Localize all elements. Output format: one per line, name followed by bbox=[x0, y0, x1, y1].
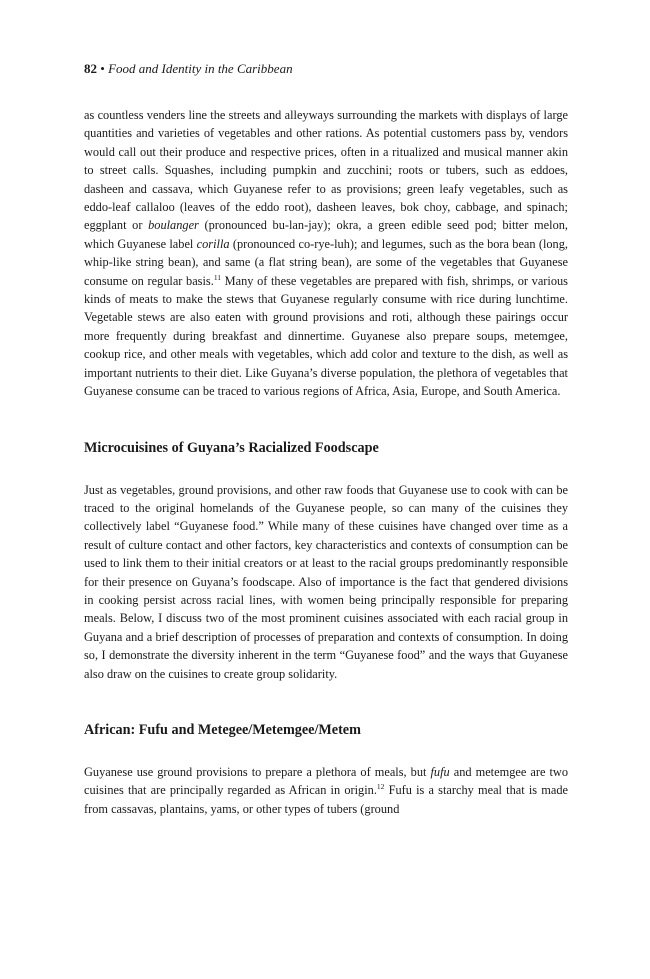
text-run: as countless venders line the streets and alleyways surrounding the markets with displays of large quantities and varieties of vegetables and other rations. As potential customers pass by, vendors would call out their produce and respective prices, often in a ritualized and musical manner akin to street calls. Squashes, including pumpkin and zucchini; roots or tubers, such as eddoes, dasheen and cassava, which Guyanese refer to as provisions; green leafy vegetables, such as eddo-leaf callaloo (leaves of the eddo root), dasheen leaves, bok choy, cabbage, and spinach; eggplant or bbox=[84, 108, 568, 233]
text-run: (pronounced bu-lan-jay); okra, a green edible seed pod; bitter melon, which Guyanese label bbox=[84, 218, 568, 251]
page-number: 82 bbox=[84, 61, 97, 76]
italic-term: boulanger bbox=[148, 218, 199, 233]
book-title: Food and Identity in the Caribbean bbox=[108, 61, 293, 76]
text-run: Guyanese use ground provisions to prepare a plethora of meals, but bbox=[84, 764, 431, 779]
text-run: Many of these vegetables are prepared with fish, shrimps, or various kinds of meats to make the stews that Guyanese regularly consume with rice during lunchtime. Vegetable stews are also eaten with ground provisions and roti, although these pairings occur more frequently during breakfast and dinnertime. Guyanese also prepare soups, metemgee, cookup rice, and other meals with vegetables, which add color and texture to the dish, as well as important nutrients to their diet. Like Guyana’s diverse population, the plethora of vegetables that Guyanese consume can be traced to various regions of Africa, Asia, Europe, and South America. bbox=[84, 273, 568, 399]
text-run: (pronounced co-rye-luh); and legumes, such as the bora bean (long, whip-like string bean), and same (a flat string bean), are some of the vegetables that Guyanese consume on regular basis. bbox=[84, 236, 568, 288]
text-run: and metemgee are two cuisines that are principally regarded as African in origin. bbox=[84, 764, 568, 798]
paragraph-vegetables bbox=[84, 106, 568, 401]
paragraph-microcuisines: Just as vegetables, ground provisions, and other raw foods that Guyanese use to cook with can be traced to the original homelands of the Guyanese people, so can many of the cuisines they collectively label “Guyanese food.” While many of these cuisines have changed over time as a result of culture contact and other factors, key characteristics and contexts of consumption can be used to link them to their initial creators or at least to the racial groups predominantly responsible for their presence on Guyana’s foodscape. Also of importance is the fact that gendered divisions in cooking persist across racial lines, with women being principally responsible for preparing meals. Below, I discuss two of the most prominent cuisines associated with each racial group in Guyana and a brief description of processes of preparation and contexts of consumption. In doing so, I demonstrate the diversity inherent in the term “Guyanese food” and the ways that Guyanese also draw on the cuisines to create group solidarity. bbox=[84, 482, 568, 681]
italic-term: corilla bbox=[196, 236, 230, 251]
text-run: Fufu is a starchy meal that is made from cassavas, plantains, yams, or other types of tubers (ground bbox=[84, 783, 568, 816]
footnote-ref[interactable]: 11 bbox=[213, 272, 222, 282]
header-bullet: • bbox=[100, 61, 105, 76]
section-heading-microcuisines: Microcuisines of Guyana’s Racialized Foodscape bbox=[84, 439, 379, 456]
italic-term: fufu bbox=[430, 764, 450, 779]
running-header bbox=[84, 60, 568, 78]
footnote-ref[interactable]: 12 bbox=[376, 782, 385, 792]
book-page bbox=[84, 60, 568, 818]
section-heading-african: African: Fufu and Metegee/Metemgee/Metem bbox=[84, 721, 361, 738]
paragraph-african bbox=[84, 763, 568, 818]
